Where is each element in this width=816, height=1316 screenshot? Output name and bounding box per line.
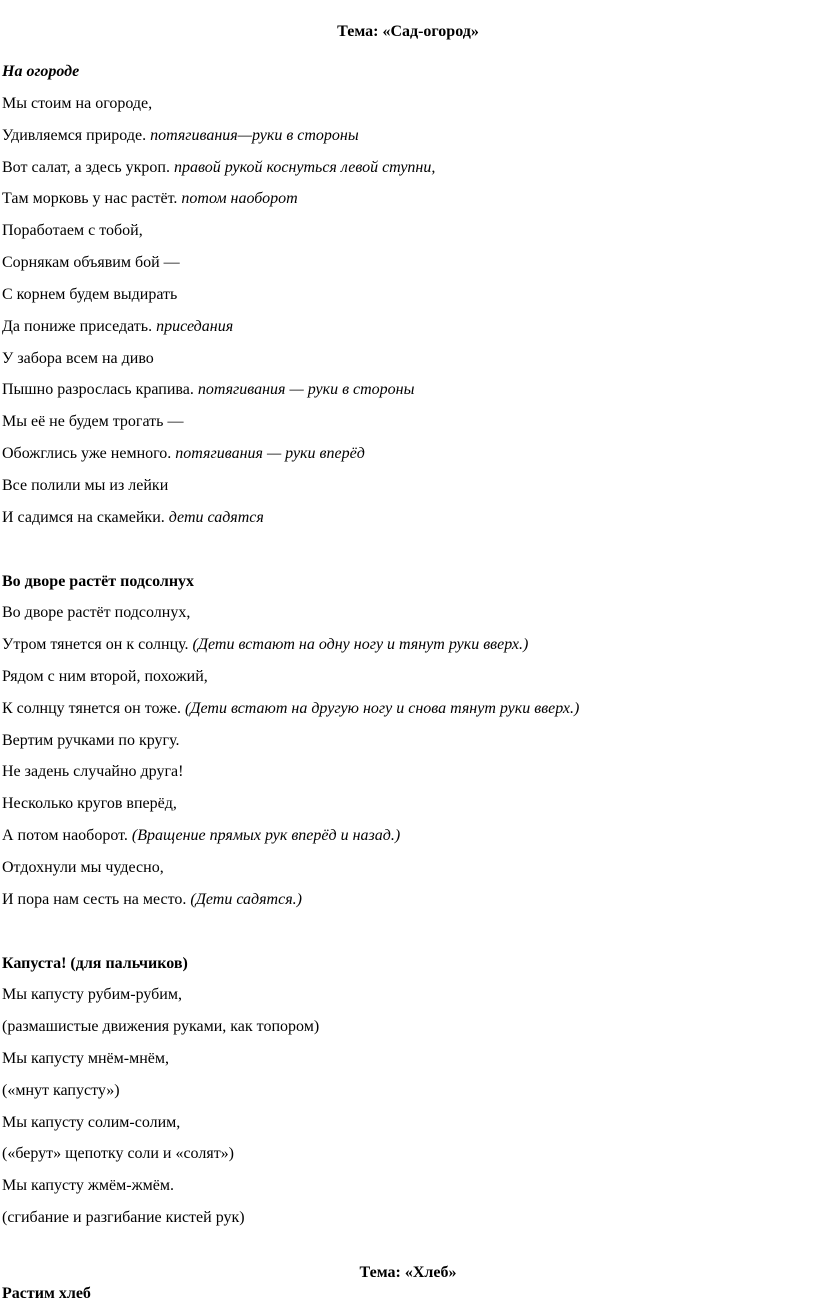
verse-line: Мы капусту жмём-жмём. [2,1177,174,1194]
movement-note: (Дети садятся.) [190,891,302,908]
movement-note: правой рукой коснуться левой ступни, [173,159,436,176]
verse-line: И пора нам сесть на место. (Дети садятся.) [2,891,302,908]
verse-line: Утром тянется он к солнцу. (Дети встают на одну ногу и тянут руки вверх.) [2,636,529,653]
movement-note: потягивания—руки в стороны [150,127,359,144]
movement-note: (Дети встают на другую ногу и снова тянут руки вверх.) [185,700,580,717]
section-heading-podsolnukh: Во дворе растёт подсолнух [2,573,195,590]
section-heading-na-ogorode: На огороде [2,63,80,80]
section-heading-rastim-khleb: Растим хлеб [2,1285,91,1302]
verse-line: Рядом с ним второй, похожий, [2,668,208,685]
verse-line: И садимся на скамейки. дети садятся [2,509,264,526]
verse-line: Мы капусту мнём-мнём, [2,1050,169,1067]
verse-line: Не задень случайно друга! [2,763,184,780]
movement-note: потом наоборот [181,190,298,207]
verse-line: Пышно разрослась крапива. потягивания — руки в стороны [2,381,415,398]
verse-line: Обожглись уже немного. потягивания — руки вперёд [2,445,365,462]
verse-line: Там морковь у нас растёт. потом наоборот [2,190,298,207]
movement-note: потягивания — руки вперёд [175,445,365,462]
verse-line: Мы стоим на огороде, [2,95,153,112]
movement-note: дети садятся [168,509,264,526]
verse-line: Отдохнули мы чудесно, [2,859,164,876]
verse-line: Сорнякам объявим бой — [2,254,180,271]
verse-line: А потом наоборот. (Вращение прямых рук вперёд и назад.) [2,827,401,844]
movement-note: (Вращение прямых рук вперёд и назад.) [131,827,401,844]
verse-line: Вот салат, а здесь укроп. правой рукой коснуться левой ступни, [2,159,436,176]
verse-line: Удивляемся природе. потягивания—руки в стороны [2,127,359,144]
verse-line: С корнем будем выдирать [2,286,178,303]
verse-line: («берут» щепотку соли и «солят») [2,1145,235,1162]
verse-line: У забора всем на диво [2,350,154,367]
verse-line: Мы капусту солим-солим, [2,1114,181,1131]
movement-note: приседания [156,318,234,335]
movement-note: потягивания — руки в стороны [197,381,415,398]
verse-line: Поработаем с тобой, [2,222,143,239]
verse-line: Во дворе растёт подсолнух, [2,604,191,621]
verse-line: Несколько кругов вперёд, [2,795,177,812]
topic-title-garden: Тема: «Сад-огород» [337,23,479,40]
verse-line: («мнут капусту») [2,1082,120,1099]
verse-line: Да пониже приседать. приседания [2,318,234,335]
verse-line: (сгибание и разгибание кистей рук) [2,1209,245,1226]
verse-line: К солнцу тянется он тоже. (Дети встают на другую ногу и снова тянут руки вверх.) [2,700,580,717]
verse-line: Все полили мы из лейки [2,477,169,494]
verse-line: Мы капусту рубим-рубим, [2,986,182,1003]
topic-title-bread: Тема: «Хлеб» [359,1264,457,1281]
section-heading-kapusta: Капуста! (для пальчиков) [2,955,188,972]
verse-line: Мы её не будем трогать — [2,413,184,430]
verse-line: Вертим ручками по кругу. [2,732,180,749]
verse-line: (размашистые движения руками, как топором) [2,1018,320,1035]
movement-note: (Дети встают на одну ногу и тянут руки вверх.) [192,636,529,653]
